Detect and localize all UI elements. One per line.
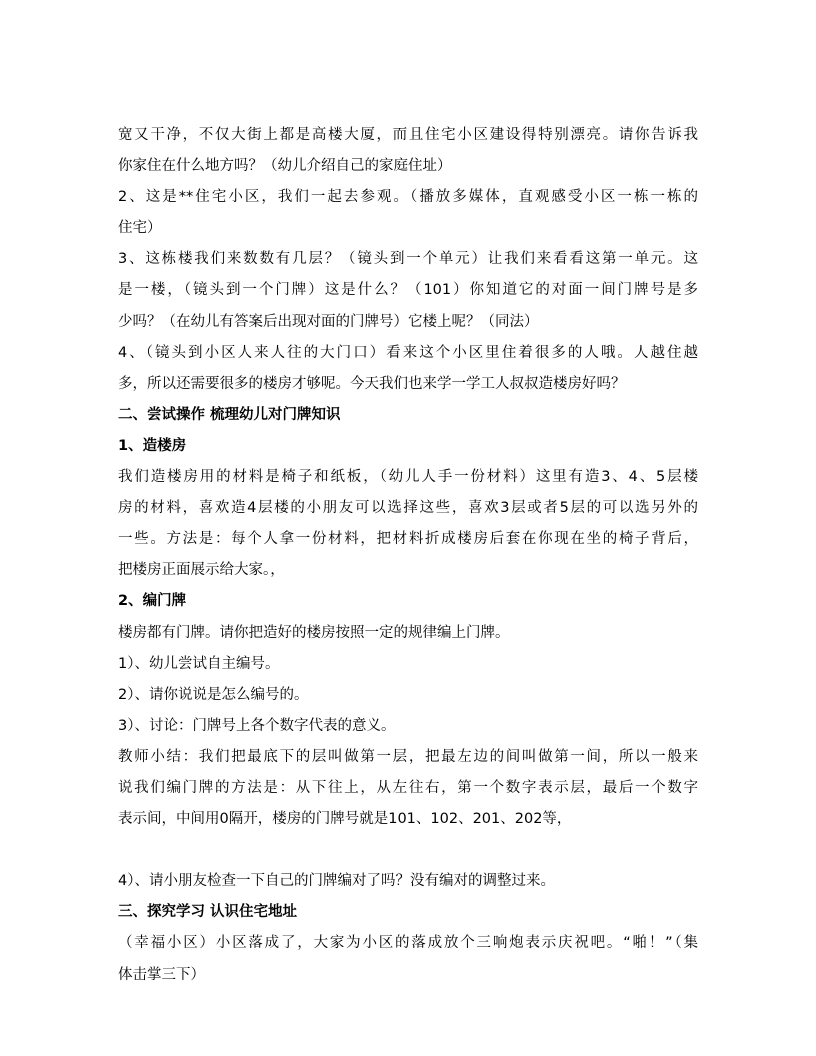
paragraph-line: 楼房都有门牌。请你把造好的楼房按照一定的规律编上门牌。 [118,624,510,641]
paragraph-line: 你家住在什么地方吗？（幼儿介绍自己的家庭住址） [118,158,452,175]
section-heading: 二、尝试操作 梳理幼儿对门牌知识 [118,406,341,423]
paragraph-line: 少吗？（在幼儿有答案后出现对面的门牌号）它楼上呢？（同法） [118,313,539,330]
paragraph-line: 我们造楼房用的材料是椅子和纸板，（幼儿人手一份材料）这里有造3、4、5层楼 [118,469,698,486]
paragraph-line: 是一楼，（镜头到一个门牌）这是什么？（101）你知道它的对面一间门牌号是多 [118,282,698,299]
list-item: 3）、讨论：门牌号上各个数字代表的意义。 [118,717,396,734]
paragraph-line: 多，所以还需要很多的楼房才够呢。今天我们也来学一学工人叔叔造楼房好吗？ [118,375,626,392]
paragraph-line: 体击掌三下） [118,966,205,983]
paragraph-line: 教师小结：我们把最底下的层叫做第一层，把最左边的间叫做第一间，所以一般来 [118,748,698,765]
subsection-heading: 2、编门牌 [118,593,187,610]
paragraph-line: 2、这是**住宅小区，我们一起去参观。（播放多媒体，直观感受小区一栋一栋的 [118,189,698,206]
section-heading: 三、探究学习 认识住宅地址 [118,904,298,921]
paragraph-line: （幸福小区）小区落成了，大家为小区的落成放个三响炮表示庆祝吧。“啪！”（集 [118,935,698,952]
paragraph-line: 4、（镜头到小区人来人往的大门口）看来这个小区里住着很多的人哦。人越住越 [118,344,698,361]
document-page [118,120,698,991]
paragraph-line: 一些。方法是：每个人拿一份材料，把材料折成楼房后套在你现在坐的椅子背后， [118,531,698,548]
list-item: 1）、幼儿尝试自主编号。 [118,655,280,672]
paragraph-line: 宽又干净，不仅大街上都是高楼大厦，而且住宅小区建设得特别漂亮。请你告诉我 [118,127,698,143]
paragraph-line: 3、这栋楼我们来数数有几层？（镜头到一个单元）让我们来看看这第一单元。这 [118,251,698,268]
paragraph-line: 把楼房正面展示给大家。， [118,562,285,579]
list-item: 4）、请小朋友检查一下自己的门牌编对了吗？没有编对的调整过来。 [118,873,555,890]
paragraph-line: 住宅） [118,220,162,237]
subsection-heading: 1、造楼房 [118,437,187,454]
paragraph-line: 表示间，中间用0隔开，楼房的门牌号就是101、102、201、202等， [118,811,572,828]
paragraph-line: 说我们编门牌的方法是：从下往上，从左往右，第一个数字表示层，最后一个数字 [118,779,698,796]
list-item: 2）、请你说说是怎么编号的。 [118,686,309,703]
paragraph-line: 房的材料，喜欢造4层楼的小朋友可以选择这些，喜欢3层或者5层的可以选另外的 [118,500,698,517]
blank-line [118,835,698,866]
